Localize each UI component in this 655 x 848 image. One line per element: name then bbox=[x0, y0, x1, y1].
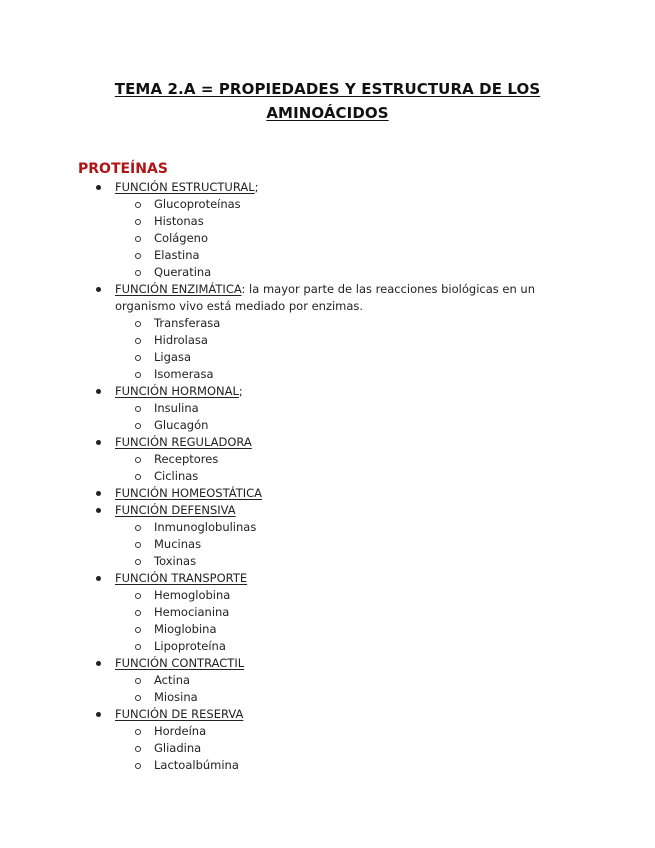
example-item bbox=[115, 638, 545, 655]
function-item bbox=[0, 706, 655, 774]
circle-bullet-icon bbox=[135, 627, 141, 633]
bullet-icon bbox=[96, 389, 101, 394]
bullet-icon bbox=[96, 661, 101, 666]
example-list bbox=[115, 400, 545, 434]
example-list bbox=[115, 196, 545, 281]
example-item bbox=[115, 723, 545, 740]
example-label: Hemoglobina bbox=[154, 588, 231, 602]
circle-bullet-icon bbox=[135, 593, 141, 599]
example-item bbox=[115, 247, 545, 264]
function-label: FUNCIÓN DE RESERVA bbox=[115, 707, 244, 721]
function-list bbox=[0, 179, 655, 774]
example-item bbox=[115, 740, 545, 757]
function-item bbox=[0, 502, 655, 570]
circle-bullet-icon bbox=[135, 678, 141, 684]
example-item bbox=[115, 587, 545, 604]
circle-bullet-icon bbox=[135, 321, 141, 327]
example-label: Receptores bbox=[154, 452, 219, 466]
example-label: Gliadina bbox=[154, 741, 202, 755]
bullet-icon bbox=[96, 712, 101, 717]
example-list bbox=[115, 672, 545, 706]
example-list bbox=[115, 315, 545, 383]
example-label: Glucagón bbox=[154, 418, 209, 432]
example-item bbox=[115, 757, 545, 774]
circle-bullet-icon bbox=[135, 202, 141, 208]
example-item bbox=[115, 468, 545, 485]
function-item bbox=[0, 485, 655, 502]
bullet-icon bbox=[96, 508, 101, 513]
example-label: Ciclinas bbox=[154, 469, 199, 483]
circle-bullet-icon bbox=[135, 763, 141, 769]
example-label: Queratina bbox=[154, 265, 212, 279]
circle-bullet-icon bbox=[135, 338, 141, 344]
circle-bullet-icon bbox=[135, 542, 141, 548]
function-description: ; bbox=[238, 384, 243, 398]
example-label: Hemocianina bbox=[154, 605, 230, 619]
example-item bbox=[115, 519, 545, 536]
function-description: ; bbox=[254, 180, 259, 194]
example-item bbox=[115, 332, 545, 349]
example-label: Lipoproteína bbox=[154, 639, 226, 653]
circle-bullet-icon bbox=[135, 695, 141, 701]
function-label: FUNCIÓN HOMEOSTÁTICA bbox=[115, 486, 263, 500]
example-item bbox=[115, 315, 545, 332]
circle-bullet-icon bbox=[135, 423, 141, 429]
function-item bbox=[0, 570, 655, 655]
function-label: FUNCIÓN CONTRACTIL bbox=[115, 656, 245, 670]
example-item bbox=[115, 230, 545, 247]
circle-bullet-icon bbox=[135, 474, 141, 480]
function-description: : la mayor parte de las reacciones biológicas en un organismo vivo está mediado por enzimas. bbox=[115, 282, 536, 313]
document-title bbox=[80, 77, 575, 125]
function-label: FUNCIÓN REGULADORA bbox=[115, 435, 252, 449]
function-item bbox=[0, 383, 655, 434]
example-list bbox=[115, 519, 545, 570]
example-item bbox=[115, 264, 545, 281]
example-item bbox=[115, 604, 545, 621]
example-item bbox=[115, 349, 545, 366]
example-label: Toxinas bbox=[154, 554, 197, 568]
function-label: FUNCIÓN ESTRUCTURAL bbox=[115, 180, 255, 194]
example-item bbox=[115, 621, 545, 638]
bullet-icon bbox=[96, 287, 101, 292]
function-label: FUNCIÓN DEFENSIVA bbox=[115, 503, 236, 517]
example-list bbox=[115, 723, 545, 774]
bullet-icon bbox=[96, 576, 101, 581]
example-item bbox=[115, 672, 545, 689]
circle-bullet-icon bbox=[135, 270, 141, 276]
section-heading: PROTEÍNAS bbox=[78, 161, 168, 177]
circle-bullet-icon bbox=[135, 406, 141, 412]
example-item bbox=[115, 366, 545, 383]
bullet-icon bbox=[96, 491, 101, 496]
example-item bbox=[115, 689, 545, 706]
function-item bbox=[0, 434, 655, 485]
example-label: Actina bbox=[154, 673, 191, 687]
example-item bbox=[115, 196, 545, 213]
title-line-1: TEMA 2.A = PROPIEDADES Y ESTRUCTURA DE LOS bbox=[114, 80, 541, 98]
example-label: Ligasa bbox=[154, 350, 191, 364]
example-label: Mucinas bbox=[154, 537, 202, 551]
circle-bullet-icon bbox=[135, 746, 141, 752]
circle-bullet-icon bbox=[135, 219, 141, 225]
example-label: Lactoalbúmina bbox=[154, 758, 239, 772]
function-item bbox=[0, 281, 655, 383]
circle-bullet-icon bbox=[135, 525, 141, 531]
circle-bullet-icon bbox=[135, 253, 141, 259]
example-item bbox=[115, 553, 545, 570]
example-label: Histonas bbox=[154, 214, 204, 228]
function-label: FUNCIÓN HORMONAL bbox=[115, 384, 239, 398]
example-item bbox=[115, 451, 545, 468]
circle-bullet-icon bbox=[135, 644, 141, 650]
circle-bullet-icon bbox=[135, 729, 141, 735]
function-label: FUNCIÓN ENZIMÁTICA bbox=[115, 282, 242, 296]
example-label: Isomerasa bbox=[154, 367, 214, 381]
example-label: Hordeína bbox=[154, 724, 207, 738]
example-label: Miosina bbox=[154, 690, 198, 704]
example-label: Glucoproteínas bbox=[154, 197, 241, 211]
example-label: Inmunoglobulinas bbox=[154, 520, 257, 534]
title-line-2: AMINOÁCIDOS bbox=[266, 104, 389, 122]
example-label: Colágeno bbox=[154, 231, 209, 245]
example-label: Hidrolasa bbox=[154, 333, 208, 347]
example-label: Insulina bbox=[154, 401, 199, 415]
circle-bullet-icon bbox=[135, 457, 141, 463]
example-item bbox=[115, 417, 545, 434]
circle-bullet-icon bbox=[135, 610, 141, 616]
example-item bbox=[115, 400, 545, 417]
example-item bbox=[115, 213, 545, 230]
circle-bullet-icon bbox=[135, 236, 141, 242]
circle-bullet-icon bbox=[135, 559, 141, 565]
example-label: Elastina bbox=[154, 248, 200, 262]
function-item bbox=[0, 655, 655, 706]
example-item bbox=[115, 536, 545, 553]
function-item bbox=[0, 179, 655, 281]
example-list bbox=[115, 451, 545, 485]
circle-bullet-icon bbox=[135, 372, 141, 378]
example-label: Transferasa bbox=[154, 316, 221, 330]
example-list bbox=[115, 587, 545, 655]
function-label: FUNCIÓN TRANSPORTE bbox=[115, 571, 248, 585]
bullet-icon bbox=[96, 185, 101, 190]
example-label: Mioglobina bbox=[154, 622, 217, 636]
bullet-icon bbox=[96, 440, 101, 445]
circle-bullet-icon bbox=[135, 355, 141, 361]
